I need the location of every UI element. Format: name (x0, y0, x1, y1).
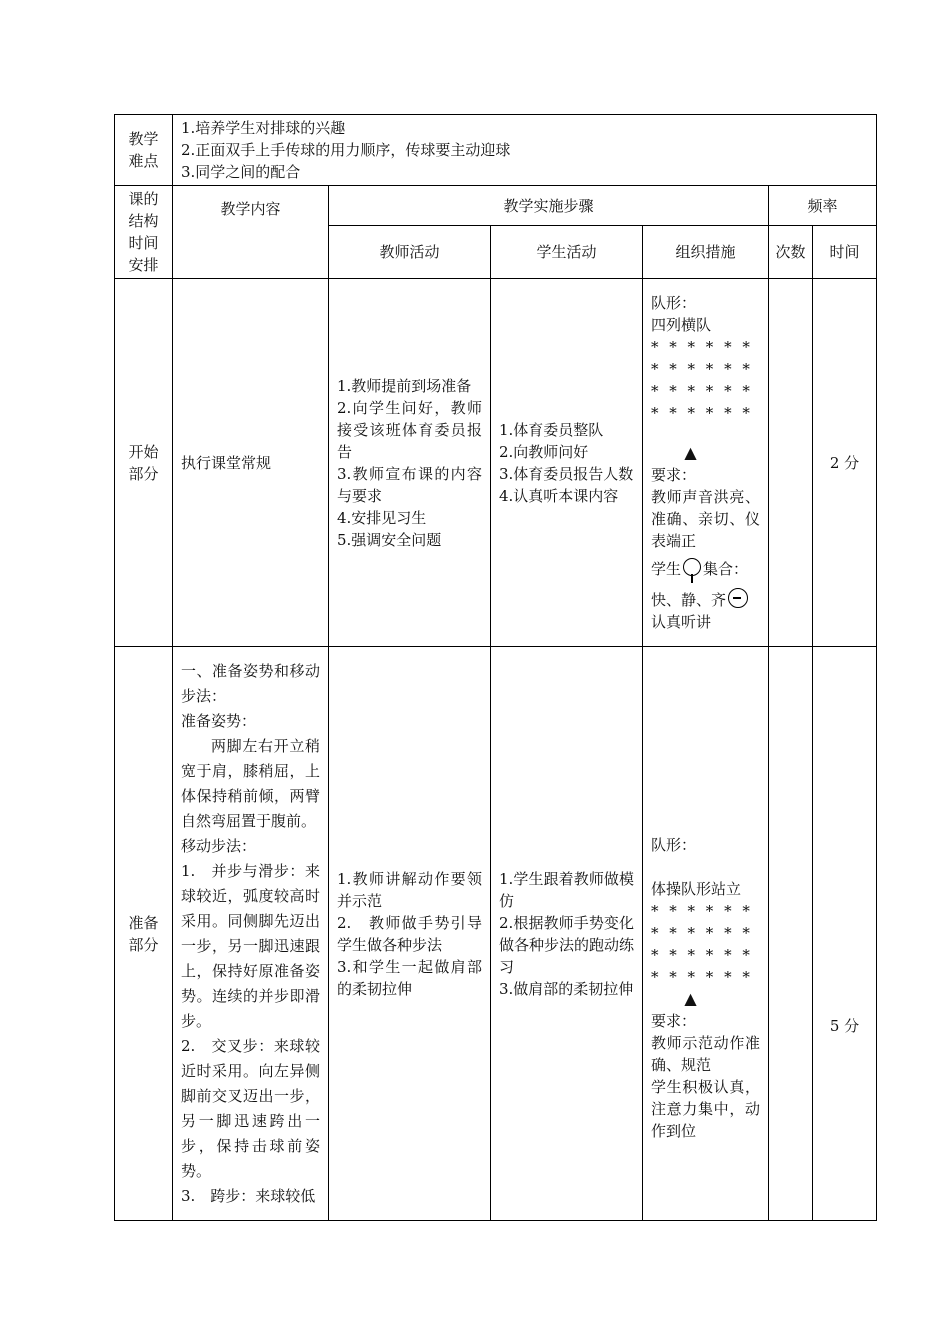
header-row-1 (115, 186, 877, 226)
organization-cell (643, 279, 769, 647)
formation-stars: * * * * * * (651, 360, 753, 378)
section-row-start (115, 279, 877, 647)
whistle-text: 认真听讲 (651, 613, 712, 631)
formation-name: 体操队形站立 (651, 879, 742, 898)
teacher-position-icon: ▲ (684, 988, 697, 1008)
header-time: 时间 (813, 226, 877, 279)
requirement-line: 教师示范动作准确、规范 (651, 1033, 760, 1074)
count-cell (769, 279, 813, 647)
content-cell (173, 279, 329, 647)
teacher-activity-cell (329, 279, 491, 647)
teacher-line: 2.向学生问好，教师接受该班体育委员报告 (337, 398, 482, 461)
difficulty-label: 教学难点 (115, 115, 173, 186)
requirement-line: 学生积极认真，注意力集中，动作到位 (651, 1077, 760, 1140)
student-line: 3.做肩部的柔韧拉伸 (499, 979, 634, 998)
section-row-prepare (115, 647, 877, 1221)
requirement-label: 要求： (651, 1011, 697, 1030)
whistle-text: 快、静、齐 (651, 591, 727, 609)
whistle-line (651, 588, 760, 633)
student-line: 2.向教师问好 (499, 442, 589, 461)
student-line: 1.学生跟着教师做模仿 (499, 869, 634, 910)
content-line: 准备姿势： (181, 711, 257, 730)
whistle-text: 学生 (651, 560, 682, 578)
teacher-line: 2. 教师做手势引导学生做各种步法 (337, 913, 482, 954)
content-line: 3. 跨步：来球较低 (181, 1186, 316, 1205)
header-organization: 组织措施 (643, 226, 769, 279)
teacher-line: 5.强调安全问题 (337, 530, 442, 549)
header-content: 教学内容 (173, 186, 329, 279)
whistle-icon (683, 558, 701, 576)
section-label: 开始部分 (115, 279, 173, 647)
difficulty-item: 2.正面双手上手传球的用力顺序，传球要主动迎球 (181, 141, 511, 159)
time-cell: 2 分 (813, 279, 877, 647)
teacher-line: 3.教师宣布课的内容与要求 (337, 464, 482, 505)
header-structure: 课的结构时间安排 (115, 186, 173, 279)
teacher-line: 3.和学生一起做肩部的柔韧拉伸 (337, 957, 482, 998)
formation-name: 四列横队 (651, 316, 712, 334)
whistle-line (651, 558, 760, 580)
whistle-icon (728, 588, 748, 608)
formation-stars: * * * * * * (651, 945, 753, 964)
content-line: 1. 并步与滑步：来球较近，弧度较高时采用。同侧脚先迈出一步，另一脚迅速跟上，保持好原准备姿势。连续的并步即滑步。 (181, 861, 320, 1030)
teacher-position-icon: ▲ (684, 443, 697, 462)
header-steps: 教学实施步骤 (329, 186, 769, 226)
formation-stars: * * * * * * (651, 404, 753, 422)
requirement-label: 要求： (651, 466, 697, 484)
student-activity-cell (491, 647, 643, 1221)
formation-label: 队形： (651, 294, 697, 312)
student-line: 4.认真听本课内容 (499, 486, 619, 505)
formation-stars: * * * * * * (651, 967, 753, 986)
formation-stars: * * * * * * (651, 382, 753, 400)
student-line: 1.体育委员整队 (499, 420, 604, 439)
formation-stars: * * * * * * (651, 338, 753, 356)
whistle-text: 集合： (703, 560, 749, 578)
difficulty-row (115, 115, 877, 186)
organization-cell (643, 647, 769, 1221)
teacher-activity-cell (329, 647, 491, 1221)
content-line: 两脚左右开立稍宽于肩，膝稍屈，上体保持稍前倾，两臂自然弯屈置于腹前。 (181, 736, 320, 830)
content-cell (173, 647, 329, 1221)
difficulty-items (173, 115, 877, 186)
header-frequency: 频率 (769, 186, 877, 226)
header-student: 学生活动 (491, 226, 643, 279)
teacher-line: 1.教师提前到场准备 (337, 376, 472, 395)
content-line: 移动步法： (181, 836, 257, 855)
content-line: 执行课堂常规 (181, 453, 272, 472)
time-cell: 5 分 (813, 647, 877, 1221)
requirement-line: 教师声音洪亮、准确、亲切、仪表端正 (651, 488, 760, 550)
section-label: 准备部分 (115, 647, 173, 1221)
student-line: 3.体育委员报告人数 (499, 464, 634, 483)
header-teacher: 教师活动 (329, 226, 491, 279)
student-activity-cell (491, 279, 643, 647)
formation-stars: * * * * * * (651, 923, 753, 942)
content-line: 一、准备姿势和移动步法： (181, 661, 320, 705)
lesson-plan-table (114, 114, 877, 1221)
content-line: 2. 交叉步：来球较近时采用。向左异侧脚前交叉迈出一步，另一脚迅速跨出一步，保持击球前姿势。 (181, 1036, 320, 1180)
formation-stars: * * * * * * (651, 901, 753, 920)
count-cell (769, 647, 813, 1221)
student-line: 2.根据教师手势变化做各种步法的跑动练习 (499, 913, 635, 976)
formation-label: 队形： (651, 835, 697, 854)
difficulty-item: 3.同学之间的配合 (181, 163, 301, 181)
header-count: 次数 (769, 226, 813, 279)
teacher-line: 4.安排见习生 (337, 508, 427, 527)
difficulty-item: 1.培养学生对排球的兴趣 (181, 119, 346, 137)
teacher-line: 1.教师讲解动作要领并示范 (337, 869, 482, 910)
